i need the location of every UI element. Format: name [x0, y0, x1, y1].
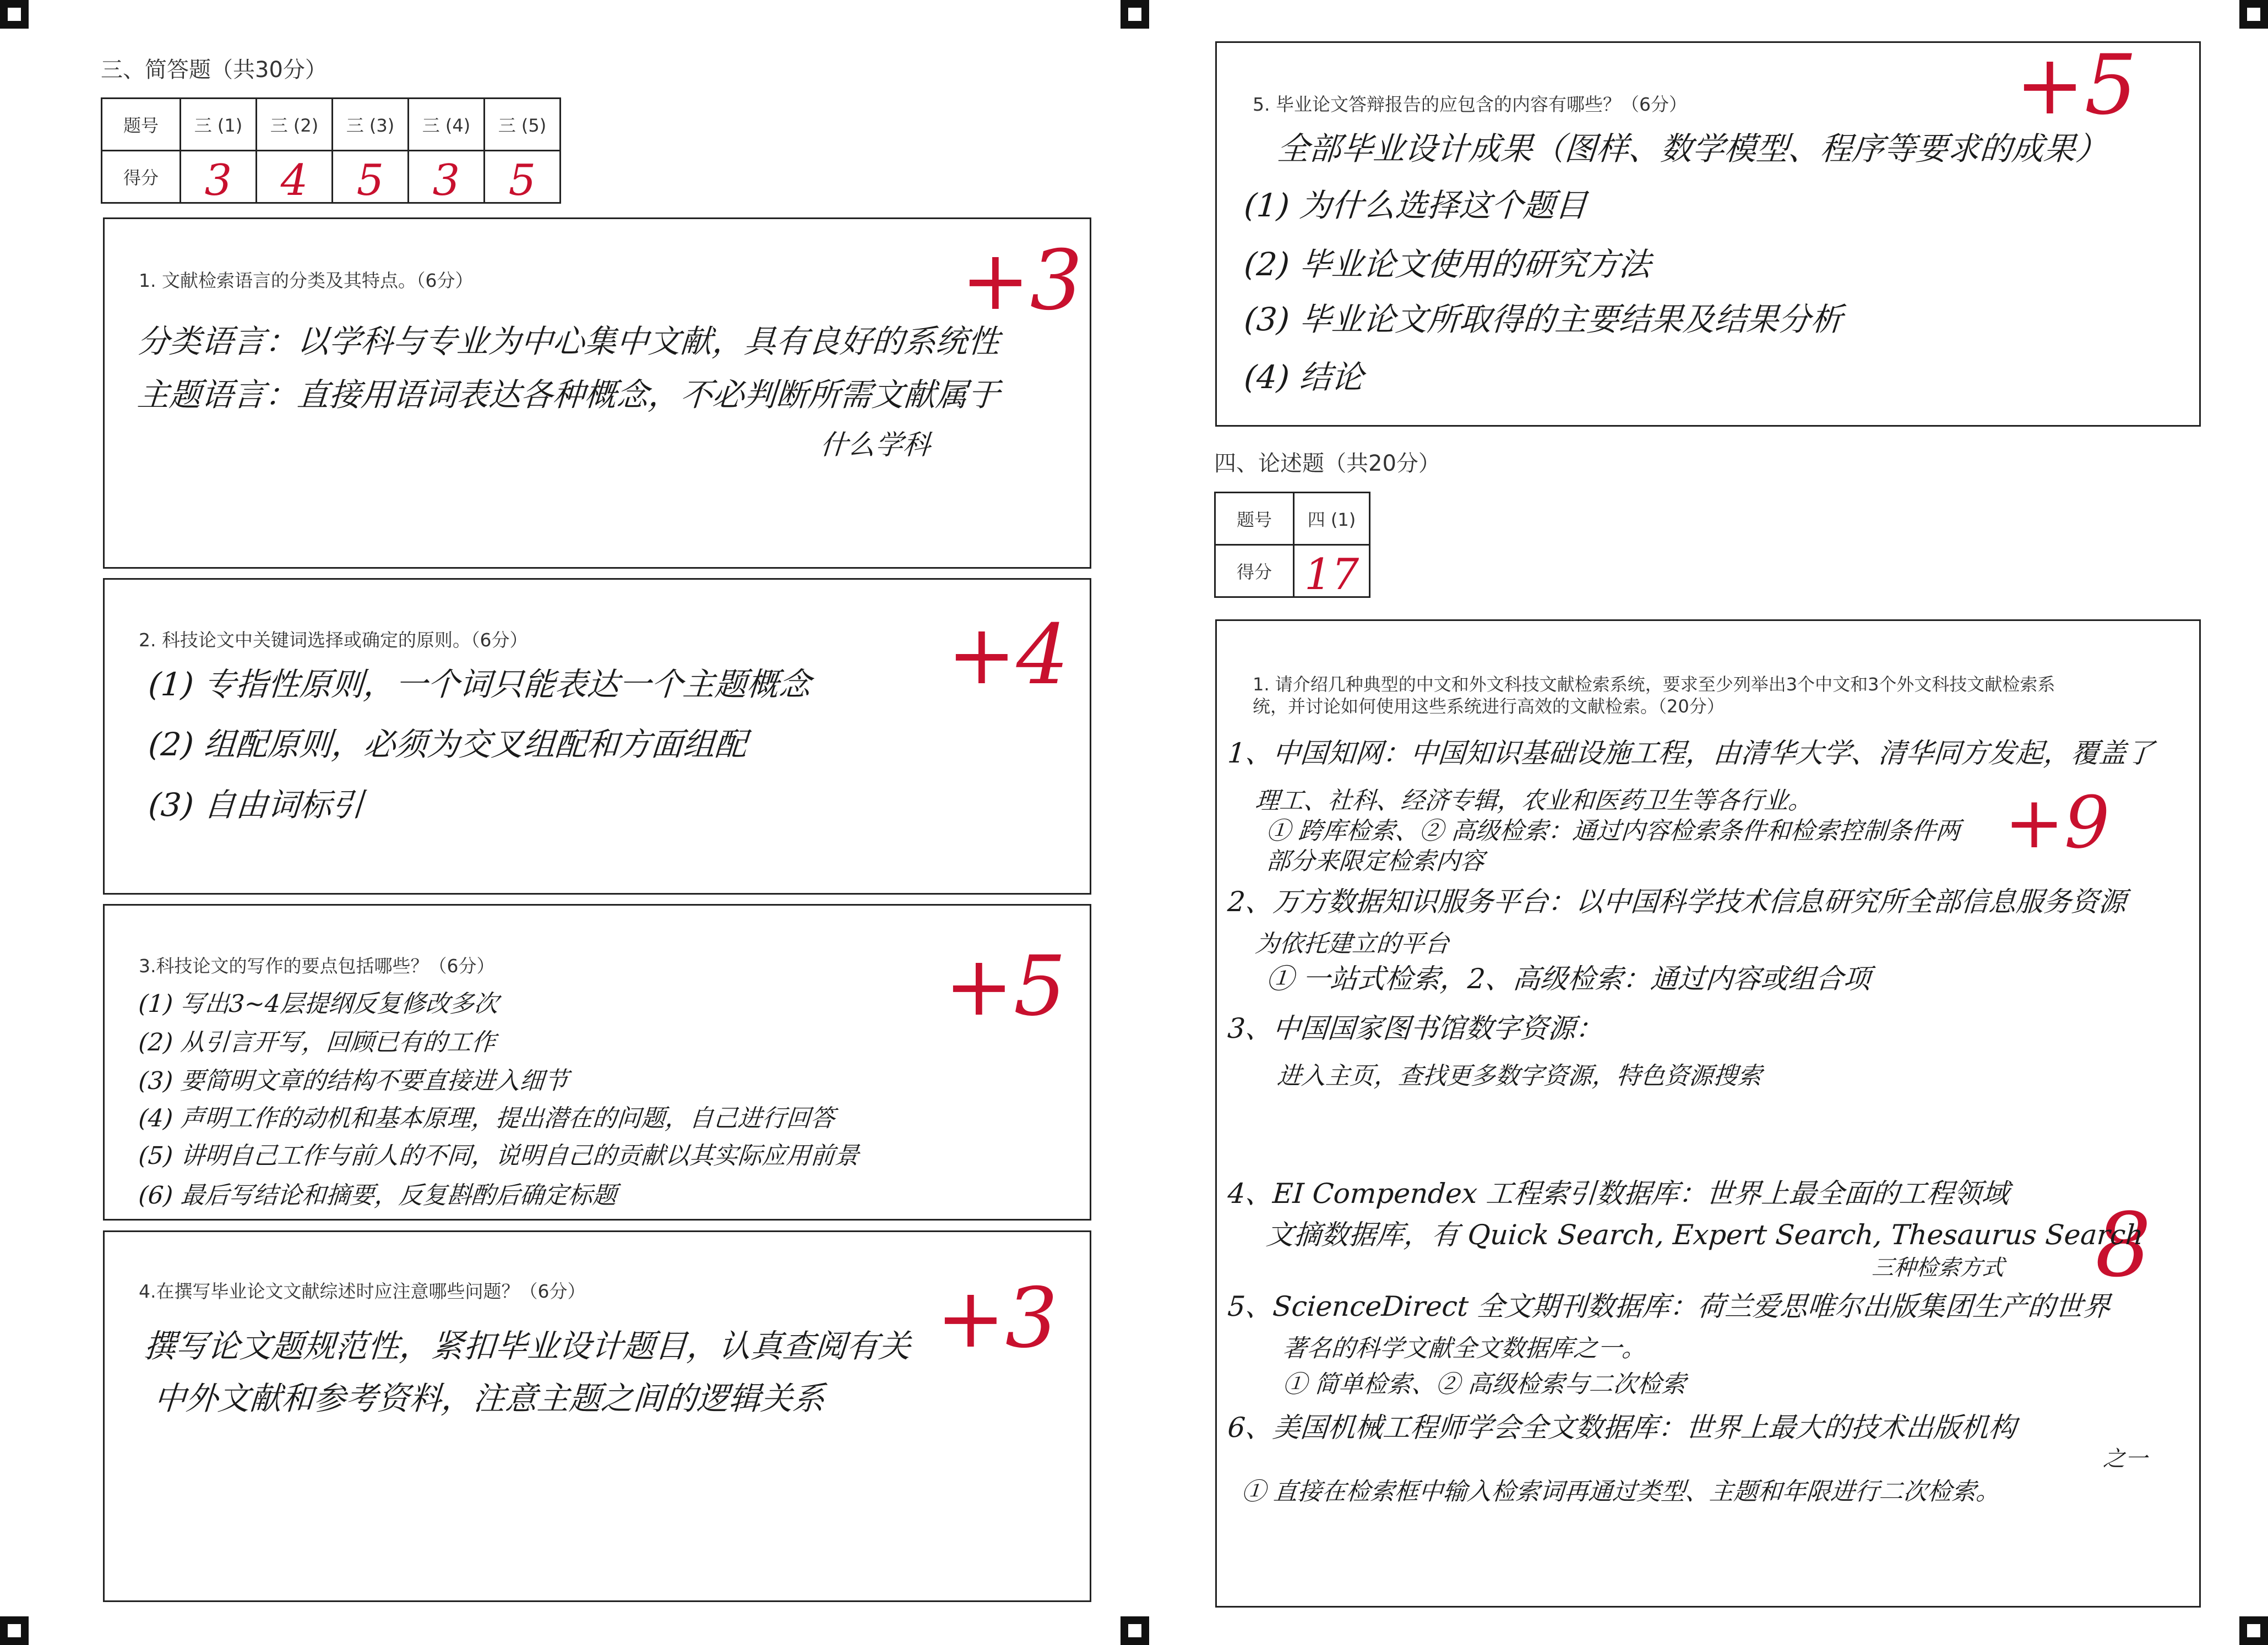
- handwritten-answer-line: 中外文献和参考资料，注意主题之间的逻辑关系: [153, 1380, 826, 1417]
- handwritten-answer-line: 全部毕业设计成果（图样、数学模型、程序等要求的成果）: [1276, 130, 2109, 167]
- handwritten-answer-line: 主题语言：直接用语词表达各种概念，不必判断所需文献属于: [136, 376, 1002, 413]
- score-cell: [181, 151, 257, 203]
- corner-marker-top-left: [0, 0, 29, 29]
- answer-box-q5: [1215, 37, 2201, 427]
- handwritten-answer-line: 6、美国机械工程师学会全文数据库：世界上最大的技术出版机构: [1226, 1412, 2017, 1444]
- answer-box-q1: [103, 217, 1091, 569]
- score-cell: [257, 151, 333, 203]
- handwritten-answer-line: 为依托建立的平台: [1254, 930, 1450, 958]
- question-text: 5. 毕业论文答辩报告的应包含的内容有哪些？（6分）: [1253, 94, 1687, 115]
- handwritten-score: 3: [204, 156, 232, 205]
- handwritten-answer-line: (3) 要简明文章的结构不要直接进入细节: [137, 1067, 569, 1095]
- grader-mark: +5: [2015, 37, 2138, 133]
- handwritten-answer-line: (4) 声明工作的动机和基本原理，提出潜在的问题，自己进行回答: [137, 1104, 836, 1132]
- grader-mark: 8: [2095, 1194, 2151, 1297]
- handwritten-answer-line: ① 简单检索、② 高级检索与二次检索: [1281, 1370, 1687, 1398]
- handwritten-answer-line: 理工、社科、经济专辑，农业和医药卫生等各行业。: [1254, 787, 1814, 815]
- score-table-header-label: 题号: [102, 99, 181, 151]
- answer-box-q2: [103, 578, 1091, 895]
- handwritten-answer-line: (2) 毕业论文使用的研究方法: [1243, 246, 1652, 283]
- score-cell: [333, 151, 409, 203]
- handwritten-answer-line: (1) 为什么选择这个题目: [1243, 187, 1589, 224]
- question-text: 1. 文献检索语言的分类及其特点。（6分）: [139, 270, 474, 291]
- section-title-short-answer: 三、简答题（共30分）: [101, 57, 327, 83]
- handwritten-answer-line: ① 跨库检索、② 高级检索：通过内容检索条件和检索控制条件两: [1265, 817, 1961, 845]
- score-table-score-label: 得分: [102, 151, 181, 203]
- score-cell: [485, 151, 561, 203]
- handwritten-answer-line: (3) 毕业论文所取得的主要结果及结果分析: [1243, 301, 1844, 338]
- corner-marker-bottom-right: [2239, 1616, 2268, 1645]
- grader-mark: +3: [936, 1271, 1058, 1366]
- handwritten-answer-line: ① 直接在检索框中输入检索词再通过类型、主题和年限进行二次检索。: [1240, 1478, 2002, 1506]
- handwritten-answer-line: (1) 专指性原则，一个词只能表达一个主题概念: [147, 666, 812, 703]
- score-table-short-answer: [101, 97, 561, 204]
- handwritten-answer-line: 文摘数据库，有 Quick Search, Expert Search, Thesaurus Search: [1265, 1219, 2145, 1251]
- corner-marker-top-right: [2239, 0, 2268, 29]
- handwritten-answer-line: ① 一站式检索，2、高级检索：通过内容或组合项: [1265, 963, 1872, 995]
- score-table-score-label: 得分: [1215, 545, 1294, 597]
- score-table-essay: [1214, 492, 1370, 598]
- handwritten-answer-line: 著名的科学文献全文数据库之一。: [1281, 1334, 1647, 1363]
- question-text: 2. 科技论文中关键词选择或确定的原则。（6分）: [139, 629, 528, 651]
- handwritten-answer-line: 进入主页，查找更多数字资源，特色资源搜索: [1276, 1062, 1763, 1090]
- corner-marker-bottom-left: [0, 1616, 29, 1645]
- grader-mark: +3: [961, 233, 1083, 329]
- section-title-essay: 四、论述题（共20分）: [1214, 451, 1440, 476]
- grader-mark: +4: [947, 607, 1069, 703]
- handwritten-answer-line: (4) 结论: [1243, 358, 1365, 396]
- corner-marker-bottom-center: [1121, 1616, 1149, 1645]
- corner-marker-top-center: [1121, 0, 1149, 29]
- handwritten-answer-line: 什么学科: [819, 429, 932, 461]
- handwritten-score: 5: [356, 156, 384, 205]
- handwritten-answer-line: (2) 从引言开写，回顾已有的工作: [137, 1028, 497, 1056]
- handwritten-answer-line: 三种检索方式: [1871, 1255, 2005, 1281]
- handwritten-answer-line: 分类语言：以学科与专业为中心集中文献，具有良好的系统性: [136, 323, 1002, 360]
- question-text: 4.在撰写毕业论文文献综述时应注意哪些问题？（6分）: [139, 1281, 586, 1302]
- score-cell: [409, 151, 485, 203]
- answer-box-q3: [103, 904, 1091, 1221]
- handwritten-answer-line: 1、中国知网：中国知识基础设施工程，由清华大学、清华同方发起，覆盖了: [1226, 737, 2155, 769]
- handwritten-answer-line: (2) 组配原则，必须为交叉组配和方面组配: [147, 726, 748, 763]
- score-table-col: 三 (4): [409, 99, 485, 151]
- score-table-col: 三 (3): [333, 99, 409, 151]
- handwritten-answer-line: (6) 最后写结论和摘要，反复斟酌后确定标题: [137, 1181, 618, 1210]
- score-cell: [1294, 545, 1370, 600]
- handwritten-answer-line: (1) 写出3~4层提纲反复修改多次: [137, 990, 499, 1018]
- answer-box-q4: [103, 1230, 1091, 1602]
- handwritten-answer-line: 4、EI Compendex 工程索引数据库：世界上最全面的工程领域: [1226, 1178, 2010, 1210]
- score-table-header-label: 题号: [1215, 493, 1294, 545]
- question-text-line2: 统，并讨论如何使用这些系统进行高效的文献检索。（20分）: [1253, 696, 1725, 717]
- grader-mark: +9: [2004, 781, 2110, 864]
- handwritten-answer-line: (3) 自由词标引: [147, 786, 365, 824]
- question-text: 3.科技论文的写作的要点包括哪些？（6分）: [139, 955, 495, 977]
- handwritten-answer-line: 3、中国国家图书馆数字资源：: [1226, 1012, 1605, 1044]
- score-table-col: 四 (1): [1294, 493, 1370, 545]
- score-table-col: 三 (5): [485, 99, 561, 151]
- handwritten-score: 17: [1304, 550, 1359, 600]
- question-text-line1: 1. 请介绍几种典型的中文和外文科技文献检索系统，要求至少列举出3个中文和3个外文科技文献检索系: [1253, 674, 2055, 695]
- handwritten-answer-line: 2、万方数据知识服务平台：以中国科学技术信息研究所全部信息服务资源: [1226, 886, 2128, 918]
- handwritten-score: 4: [280, 156, 308, 205]
- answer-box-essay: [1215, 619, 2201, 1608]
- handwritten-score: 3: [432, 156, 460, 205]
- handwritten-score: 5: [508, 156, 536, 205]
- handwritten-answer-line: 部分来限定检索内容: [1265, 847, 1486, 875]
- score-table-col: 三 (1): [181, 99, 257, 151]
- grader-mark: +5: [944, 939, 1067, 1034]
- handwritten-answer-line: 之一: [2102, 1446, 2149, 1472]
- handwritten-answer-line: (5) 讲明自己工作与前人的不同，说明自己的贡献以其实际应用前景: [137, 1142, 860, 1170]
- handwritten-answer-line: 5、ScienceDirect 全文期刊数据库：荷兰爱思唯尔出版集团生产的世界: [1226, 1290, 2112, 1322]
- handwritten-answer-line: 撰写论文题规范性，紧扣毕业设计题目，认真查阅有关: [143, 1327, 912, 1365]
- score-table-col: 三 (2): [257, 99, 333, 151]
